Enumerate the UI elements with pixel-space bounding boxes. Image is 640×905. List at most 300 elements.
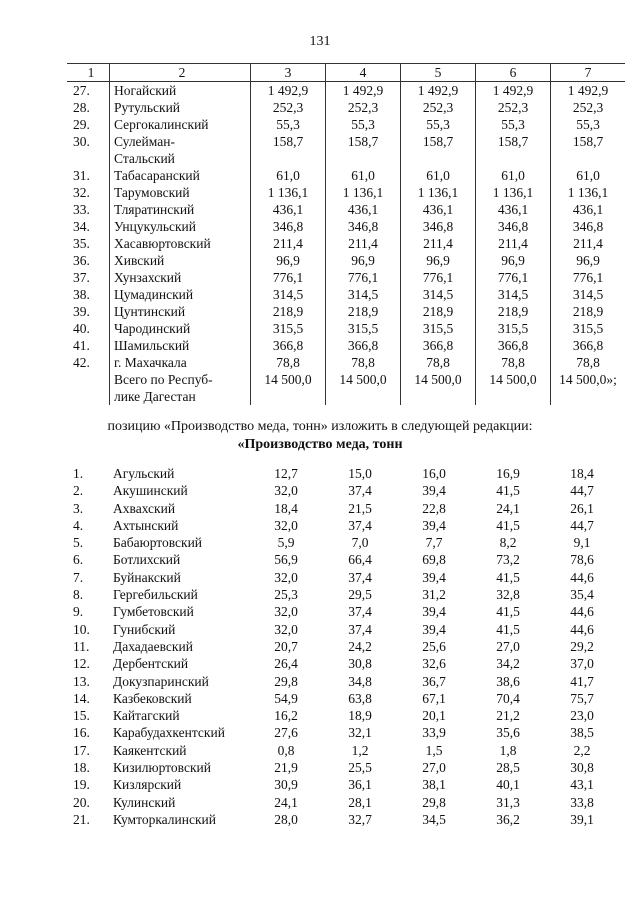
table-row [67,201,625,218]
value-cell: 32,7 [348,811,372,827]
value-cell: 252,3 [551,99,626,116]
district-name [110,354,251,371]
table-row [67,337,625,354]
value-cell: 78,8 [326,354,401,371]
value-cell: 37,0 [570,656,594,672]
value-cell: 41,5 [496,604,520,620]
value-cell: 211,4 [401,235,476,252]
value-cell: 366,8 [401,337,476,354]
value-cell: 20,1 [422,708,446,724]
value-cell: 43,1 [570,777,594,793]
row-number: 21. [73,811,90,827]
table-row [67,133,625,167]
value-cell: 18,4 [570,466,594,481]
table-row [67,184,625,201]
value-cell: 29,8 [274,673,298,689]
value-cell: 366,8 [251,337,326,354]
district-name-line: лике Дагестан [114,389,196,404]
value-cell: 28,5 [496,760,520,776]
district-name [110,320,251,337]
row-number: 37. [73,270,90,285]
value-cell: 66,4 [348,552,372,568]
value-cell: 366,8 [551,337,626,354]
district-name [110,218,251,235]
value-cell: 436,1 [401,201,476,218]
value-cell: 37,4 [348,517,372,533]
value-cell: 30,9 [274,777,298,793]
value-cell: 29,5 [348,587,372,603]
value-cell: 1 492,9 [476,82,551,100]
value-cell: 15,0 [348,466,372,481]
value-cell: 78,6 [570,552,594,568]
value-cell: 39,4 [422,569,446,585]
row-number: 29. [73,117,90,132]
value-cell: 78,8 [551,354,626,371]
value-cell: 776,1 [551,269,626,286]
value-cell: 1 136,1 [476,184,551,201]
table-row [67,776,619,793]
district-name-line: Стальский [114,151,175,166]
row-number: 16. [73,725,90,741]
value-cell: 56,9 [274,552,298,568]
table-row [67,811,619,828]
district-name-line: Хивский [114,253,165,268]
value-cell: 158,7 [401,133,476,167]
value-cell: 39,4 [422,517,446,533]
value-cell: 44,7 [570,483,594,499]
row-number: 18. [73,760,90,776]
table-row [67,252,625,269]
value-cell: 24,2 [348,638,372,654]
value-cell: 55,3 [326,116,401,133]
value-cell: 29,2 [570,638,594,654]
value-cell: 29,8 [422,794,446,810]
district-name [110,167,251,184]
row-number: 11. [73,638,90,654]
district-name-line: Сергокалинский [114,117,209,132]
district-name: Гунибский [113,621,176,637]
value-cell: 158,7 [551,133,626,167]
value-cell: 61,0 [326,167,401,184]
value-cell: 55,3 [551,116,626,133]
district-name [110,235,251,252]
value-cell: 218,9 [326,303,401,320]
value-cell: 23,0 [570,708,594,724]
total-value-cell: 14 500,0 [326,371,401,405]
table-row [67,235,625,252]
table-row [67,724,619,741]
value-cell: 21,5 [348,500,372,516]
value-cell: 39,4 [422,604,446,620]
value-cell: 24,1 [274,794,298,810]
row-number: 36. [73,253,90,268]
value-cell: 1 492,9 [551,82,626,100]
table-row [67,673,619,690]
district-name-line: Унцукульский [114,219,196,234]
value-cell: 211,4 [476,235,551,252]
table-row [67,320,625,337]
district-name-line: Табасаранский [114,168,200,183]
value-cell: 7,0 [351,535,369,551]
value-cell: 346,8 [251,218,326,235]
row-number: 15. [73,708,90,724]
value-cell: 1,8 [499,742,517,758]
district-name-line: Чародинский [114,321,191,336]
value-cell: 32,8 [496,587,520,603]
value-cell: 38,5 [570,725,594,741]
value-cell: 63,8 [348,690,372,706]
value-cell: 96,9 [401,252,476,269]
district-name-line: Шамильский [114,338,190,353]
value-cell: 252,3 [251,99,326,116]
column-number-4: 4 [326,64,401,82]
value-cell: 37,4 [348,483,372,499]
district-name: Кайтагский [113,708,180,724]
value-cell: 1 492,9 [326,82,401,100]
district-name: Бабаюртовский [113,535,203,551]
value-cell: 158,7 [476,133,551,167]
total-value-cell: 14 500,0 [251,371,326,405]
value-cell: 158,7 [251,133,326,167]
value-cell: 55,3 [251,116,326,133]
row-number: 31. [73,168,90,183]
value-cell: 36,7 [422,673,446,689]
row-number: 32. [73,185,90,200]
district-name: Кумторкалинский [113,811,216,827]
value-cell: 211,4 [251,235,326,252]
table-row [67,759,619,776]
district-name: Карабудахкентский [113,725,225,741]
row-number: 1. [73,466,84,481]
value-cell: 776,1 [326,269,401,286]
district-name: Каякентский [113,742,187,758]
column-number-3: 3 [251,64,326,82]
column-number-6: 6 [476,64,551,82]
table-row [67,116,625,133]
value-cell: 314,5 [551,286,626,303]
district-name [110,201,251,218]
value-cell: 55,3 [476,116,551,133]
column-number-1: 1 [67,64,110,82]
district-name-line: Всего по Респуб- [114,372,213,387]
district-name-line: Хасавюртовский [114,236,211,251]
value-cell: 35,6 [496,725,520,741]
value-cell: 96,9 [326,252,401,269]
value-cell: 38,6 [496,673,520,689]
value-cell: 346,8 [401,218,476,235]
value-cell: 1,2 [351,742,369,758]
row-number: 27. [73,83,90,98]
value-cell: 1,5 [425,742,443,758]
value-cell: 25,6 [422,638,446,654]
value-cell: 21,9 [274,760,298,776]
row-number: 10. [73,621,90,637]
value-cell: 776,1 [476,269,551,286]
value-cell: 41,5 [496,517,520,533]
value-cell: 44,6 [570,621,594,637]
value-cell: 32,0 [274,517,298,533]
value-cell: 0,8 [277,742,295,758]
table-row [67,794,619,811]
total-value-cell: 14 500,0»; [551,371,626,405]
row-number: 41. [73,338,90,353]
value-cell: 314,5 [326,286,401,303]
row-number: 13. [73,673,90,689]
value-cell: 28,1 [348,794,372,810]
table-row [67,638,619,655]
value-cell: 40,1 [496,777,520,793]
value-cell: 346,8 [476,218,551,235]
value-cell: 41,5 [496,621,520,637]
honey-section-heading: «Производство меда, тонн [237,437,403,452]
value-cell: 252,3 [401,99,476,116]
table-row [67,586,619,603]
district-name: Акушинский [113,483,188,499]
value-cell: 211,4 [551,235,626,252]
value-cell: 61,0 [401,167,476,184]
district-name [110,337,251,354]
row-number: 17. [73,742,90,758]
table-row [67,354,625,371]
value-cell: 218,9 [476,303,551,320]
table-row [67,534,619,551]
district-name: Кизлярский [113,777,182,793]
value-cell: 346,8 [326,218,401,235]
value-cell: 20,7 [274,638,298,654]
district-name-line: Рутульский [114,100,181,115]
row-number: 7. [73,569,84,585]
row-number: 20. [73,794,90,810]
value-cell: 9,1 [573,535,591,551]
district-name: Казбековский [113,690,192,706]
value-cell: 1 136,1 [326,184,401,201]
value-cell: 28,0 [274,811,298,827]
table-row [67,707,619,724]
value-cell: 436,1 [476,201,551,218]
row-number: 5. [73,535,84,551]
district-name-line: Ногайский [114,83,177,98]
value-cell: 35,4 [570,587,594,603]
table-row [67,167,625,184]
value-cell: 69,8 [422,552,446,568]
value-cell: 18,4 [274,500,298,516]
value-cell: 41,5 [496,483,520,499]
value-cell: 37,4 [348,604,372,620]
value-cell: 32,6 [422,656,446,672]
district-name: Агульский [113,466,175,481]
value-cell: 218,9 [251,303,326,320]
district-name [110,252,251,269]
value-cell: 366,8 [326,337,401,354]
value-cell: 315,5 [251,320,326,337]
value-cell: 315,5 [326,320,401,337]
total-value-cell: 14 500,0 [401,371,476,405]
value-cell: 61,0 [476,167,551,184]
value-cell: 30,8 [348,656,372,672]
value-cell: 218,9 [551,303,626,320]
value-cell: 78,8 [476,354,551,371]
value-cell: 315,5 [401,320,476,337]
value-cell: 27,0 [496,638,520,654]
table-row [67,82,625,100]
value-cell: 436,1 [251,201,326,218]
district-name-line: г. Махачкала [114,355,187,370]
value-cell: 33,9 [422,725,446,741]
table-row [67,482,619,499]
district-name: Дербентский [113,656,189,672]
district-name: Буйнакский [113,569,181,585]
total-value-cell: 14 500,0 [476,371,551,405]
row-number: 35. [73,236,90,251]
row-number: 6. [73,552,84,568]
row-number: 9. [73,604,84,620]
district-name-line: Сулейман- [114,134,175,149]
district-name: Кулинский [113,794,176,810]
row-number: 34. [73,219,90,234]
district-name [110,116,251,133]
value-cell: 16,2 [274,708,298,724]
value-cell: 8,2 [499,535,517,551]
total-number-cell [67,371,110,405]
value-cell: 1 136,1 [401,184,476,201]
district-name [110,286,251,303]
table-row [67,303,625,320]
value-cell: 73,2 [496,552,520,568]
value-cell: 41,7 [570,673,594,689]
value-cell: 61,0 [251,167,326,184]
district-name: Ахтынский [113,517,179,533]
value-cell: 314,5 [251,286,326,303]
value-cell: 55,3 [401,116,476,133]
value-cell: 32,1 [348,725,372,741]
row-number: 19. [73,777,90,793]
value-cell: 252,3 [476,99,551,116]
district-name-line: Хунзахский [114,270,182,285]
value-cell: 1 492,9 [251,82,326,100]
table-row [67,551,619,568]
value-cell: 18,9 [348,708,372,724]
value-cell: 32,0 [274,621,298,637]
value-cell: 16,0 [422,466,446,481]
column-number-2: 2 [110,64,251,82]
value-cell: 34,2 [496,656,520,672]
district-name: Дахадаевский [113,638,193,654]
value-cell: 1 492,9 [401,82,476,100]
value-cell: 24,1 [496,500,520,516]
value-cell: 776,1 [401,269,476,286]
row-number: 4. [73,517,84,533]
table-row [67,603,619,620]
value-cell: 41,5 [496,569,520,585]
row-number: 33. [73,202,90,217]
district-name: Кизилюртовский [113,760,211,776]
row-number: 39. [73,304,90,319]
value-cell: 37,4 [348,569,372,585]
value-cell: 78,8 [251,354,326,371]
row-number: 3. [73,500,84,516]
value-cell: 96,9 [551,252,626,269]
value-cell: 96,9 [251,252,326,269]
amendment-instruction: позицию «Производство меда, тонн» изложить в следующей редакции: [107,419,533,434]
table-row [67,465,619,482]
table-row [67,99,625,116]
value-cell: 315,5 [476,320,551,337]
value-cell: 1 136,1 [251,184,326,201]
value-cell: 26,1 [570,500,594,516]
value-cell: 22,8 [422,500,446,516]
value-cell: 314,5 [401,286,476,303]
value-cell: 70,4 [496,690,520,706]
district-name: Ботлихский [113,552,181,568]
value-cell: 36,2 [496,811,520,827]
value-cell: 16,9 [496,466,520,481]
table-row [67,742,619,759]
value-cell: 30,8 [570,760,594,776]
district-name: Ахвахский [113,500,176,516]
value-cell: 96,9 [476,252,551,269]
value-cell: 39,4 [422,621,446,637]
table-row [67,655,619,672]
row-number: 8. [73,587,84,603]
value-cell: 31,3 [496,794,520,810]
value-cell: 314,5 [476,286,551,303]
value-cell: 436,1 [326,201,401,218]
row-number: 2. [73,483,84,499]
value-cell: 75,7 [570,690,594,706]
value-cell: 34,5 [422,811,446,827]
value-cell: 26,4 [274,656,298,672]
district-name [110,269,251,286]
district-name [110,184,251,201]
value-cell: 39,1 [570,811,594,827]
value-cell: 33,8 [570,794,594,810]
value-cell: 27,0 [422,760,446,776]
value-cell: 36,1 [348,777,372,793]
total-label [110,371,251,405]
district-name-line: Тляратинский [114,202,195,217]
value-cell: 2,2 [573,742,591,758]
value-cell: 7,7 [425,535,443,551]
column-number-5: 5 [401,64,476,82]
value-cell: 27,6 [274,725,298,741]
value-cell: 12,7 [274,466,298,481]
table-row [67,269,625,286]
value-cell: 31,2 [422,587,446,603]
district-name: Гумбетовский [113,604,194,620]
district-name [110,133,251,167]
value-cell: 158,7 [326,133,401,167]
value-cell: 436,1 [551,201,626,218]
table-row [67,500,619,517]
row-number: 38. [73,287,90,302]
value-cell: 78,8 [401,354,476,371]
row-number: 42. [73,355,90,370]
value-cell: 38,1 [422,777,446,793]
value-cell: 25,5 [348,760,372,776]
row-number: 28. [73,100,90,115]
value-cell: 315,5 [551,320,626,337]
previous-position-table [67,63,625,405]
value-cell: 67,1 [422,690,446,706]
page-number: 131 [309,34,331,49]
value-cell: 1 136,1 [551,184,626,201]
district-name [110,303,251,320]
value-cell: 252,3 [326,99,401,116]
value-cell: 44,7 [570,517,594,533]
district-name-line: Цунтинский [114,304,186,319]
value-cell: 61,0 [551,167,626,184]
value-cell: 21,2 [496,708,520,724]
